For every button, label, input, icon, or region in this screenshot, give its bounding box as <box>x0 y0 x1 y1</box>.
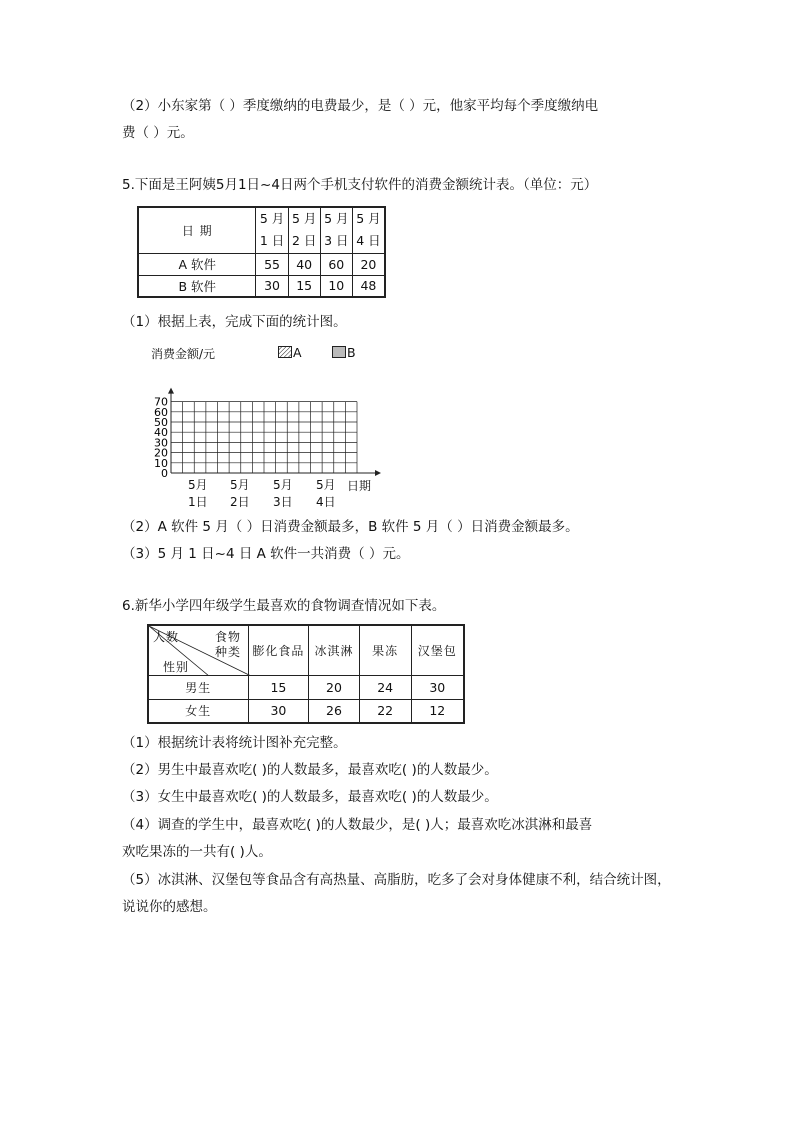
row-label: A 软件 <box>138 253 256 275</box>
chart-xlabel: 日期 <box>347 479 372 493</box>
q4-part2-line2: 费（ ）元。 <box>122 125 194 141</box>
q6-sub2: （2）男生中最喜欢吃( )的人数最多，最喜欢吃( )的人数最少。 <box>122 762 498 778</box>
q5-sub1: （1）根据上表，完成下面的统计图。 <box>122 314 347 330</box>
chart-ylabel: 消费金额/元 <box>151 347 216 361</box>
q5-table <box>137 206 386 298</box>
row-label: B 软件 <box>138 275 256 297</box>
table-row <box>138 275 385 297</box>
y-tick-label: 70 <box>154 395 168 409</box>
q6-sub4-line2: 欢吃果冻的一共有( )人。 <box>122 844 272 860</box>
q5-date-col: 5 月 2 日 <box>288 207 320 253</box>
q5-sub2: （2）A 软件 5 月（ ）日消费金额最多，B 软件 5 月（ ）日消费金额最多。 <box>122 519 579 535</box>
hatched-swatch-icon <box>278 346 293 359</box>
y-tick-label: 0 <box>161 467 168 480</box>
cell-value: 15 <box>288 275 320 297</box>
col-header: 果冻 <box>359 625 411 675</box>
chart-legend-b: B <box>332 345 356 360</box>
y-tick-label: 60 <box>154 405 168 419</box>
corner-food2: 种类 <box>215 645 242 659</box>
q5-title: 5.下面是王阿姨5月1日~4日两个手机支付软件的消费金额统计表。（单位：元） <box>122 177 598 193</box>
corner-food1: 食物 <box>215 630 242 644</box>
y-tick-label: 10 <box>154 456 168 470</box>
table-row <box>148 675 464 699</box>
cell-value: 12 <box>411 699 464 723</box>
y-tick-label: 30 <box>154 436 168 450</box>
table-row <box>138 253 385 275</box>
cell-value: 10 <box>320 275 352 297</box>
col-header: 冰淇淋 <box>309 625 360 675</box>
cell-value: 22 <box>359 699 411 723</box>
q6-sub3: （3）女生中最喜欢吃( )的人数最多，最喜欢吃( )的人数最少。 <box>122 789 498 805</box>
x-label-col: 5月 2日 <box>230 478 250 509</box>
cell-value: 15 <box>248 675 309 699</box>
y-tick-label: 40 <box>154 426 168 440</box>
y-axis-arrow-icon <box>168 388 174 394</box>
x-label-col: 5月 3日 <box>273 478 293 509</box>
x-label-col: 5月 1日 <box>188 478 208 509</box>
row-label: 女生 <box>148 699 248 723</box>
cell-value: 20 <box>309 675 360 699</box>
corner-gender: 性别 <box>163 660 190 674</box>
q5-date-col: 5 月 3 日 <box>320 207 352 253</box>
cell-value: 30 <box>248 699 309 723</box>
q5-header-date: 日 期 <box>138 207 256 253</box>
corner-people: 人数 <box>153 630 180 644</box>
q5-date-col: 5 月 1 日 <box>256 207 288 253</box>
q6-sub5-line1: （5）冰淇淋、汉堡包等食品含有高热量、高脂肪，吃多了会对身体健康不利，结合统计图， <box>122 872 671 888</box>
q4-part2-line1: （2）小东家第（ ）季度缴纳的电费最少，是（ ）元，他家平均每个季度缴纳电 <box>122 98 599 114</box>
q6-title: 6.新华小学四年级学生最喜欢的食物调查情况如下表。 <box>122 598 446 614</box>
chart-legend-a: A <box>278 345 302 360</box>
q6-corner-cell <box>148 625 248 675</box>
q6-sub4-line1: （4）调查的学生中，最喜欢吃( )的人数最少，是( )人；最喜欢吃冰淇淋和最喜 <box>122 817 593 833</box>
cell-value: 26 <box>309 699 360 723</box>
q6-table <box>147 624 465 724</box>
x-axis-arrow-icon <box>375 470 381 476</box>
y-tick-label: 50 <box>154 416 168 429</box>
x-label-col: 5月 4日 <box>316 478 336 509</box>
cell-value: 30 <box>411 675 464 699</box>
y-tick-label: 20 <box>154 446 168 460</box>
q5-sub3: （3）5 月 1 日~4 日 A 软件一共消费（ ）元。 <box>122 546 410 562</box>
cell-value: 48 <box>352 275 385 297</box>
cell-value: 55 <box>256 253 288 275</box>
cell-value: 24 <box>359 675 411 699</box>
q6-sub5-line2: 说说你的感想。 <box>122 899 217 915</box>
cell-value: 60 <box>320 253 352 275</box>
col-header: 汉堡包 <box>411 625 464 675</box>
cell-value: 20 <box>352 253 385 275</box>
row-label: 男生 <box>148 675 248 699</box>
q6-sub1: （1）根据统计表将统计图补充完整。 <box>122 735 347 751</box>
cell-value: 30 <box>256 275 288 297</box>
q5-date-col: 5 月 4 日 <box>352 207 385 253</box>
table-row <box>148 699 464 723</box>
cell-value: 40 <box>288 253 320 275</box>
gray-swatch-icon <box>332 346 347 359</box>
col-header: 膨化食品 <box>248 625 309 675</box>
